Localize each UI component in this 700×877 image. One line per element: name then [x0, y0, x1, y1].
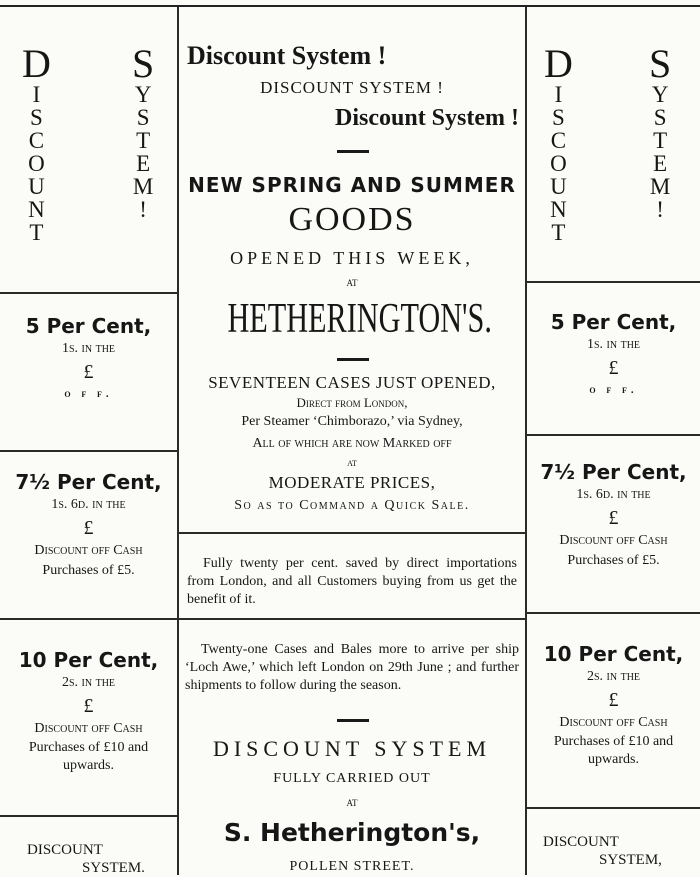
left-divider-1	[0, 292, 177, 294]
right-footer-discount: DISCOUNT	[543, 834, 619, 850]
vertical-letter: T	[653, 128, 668, 153]
left-block-7-half-percent	[0, 469, 177, 581]
right-divider-3	[527, 612, 700, 614]
vertical-letter: C	[28, 128, 45, 153]
left-vertical-system	[132, 41, 155, 222]
block-line: 1s. 6d. in the	[51, 497, 126, 512]
block-heading: 5 Per Cent,	[550, 310, 677, 334]
right-footer-system: SYSTEM,	[599, 852, 662, 868]
left-footer-system: SYSTEM.	[82, 860, 145, 876]
vertical-letter: S	[136, 105, 150, 130]
block-line: Purchases of £10 and	[553, 734, 674, 749]
block-line: 2s. in the	[61, 675, 116, 690]
vertical-letter: S	[132, 41, 155, 86]
left-divider-2	[0, 450, 177, 452]
left-divider-3	[0, 618, 177, 620]
vertical-letter: U	[28, 174, 45, 199]
goods-heading: GOODS	[288, 201, 416, 238]
vertical-letter: S	[649, 41, 672, 86]
more-to-arrive-paragraph: Twenty-one Cases and Bales more to arrive per ship ‘Loch Awe,’ which left London on 29th June ; and further shipments to follow during the season.	[185, 642, 519, 693]
left-divider-4	[0, 815, 177, 817]
at-line: AT	[346, 278, 358, 288]
quick-sale-line: So as to Command a Quick Sale.	[234, 498, 470, 513]
vertical-letter: T	[29, 220, 44, 245]
vertical-letter: T	[136, 128, 151, 153]
right-vertical-discount	[544, 41, 573, 245]
vertical-letter: I	[32, 82, 41, 107]
block-heading: 7½ Per Cent,	[15, 470, 162, 494]
new-spring-summer: NEW SPRING AND SUMMER	[188, 173, 516, 197]
block-line: 1s. in the	[586, 337, 641, 352]
vertical-letter: I	[554, 82, 563, 107]
vertical-letter: O	[550, 151, 567, 176]
center-divider-1	[179, 532, 525, 534]
discount-system-line: DISCOUNT SYSTEM	[212, 736, 492, 761]
cases-opened-line: SEVENTEEN CASES JUST OPENED,	[208, 373, 496, 392]
twenty-percent-paragraph: Fully twenty per cent. saved by direct importations from London, and all Customers buying from us get the benefit of it.	[187, 556, 517, 607]
pollen-street: POLLEN STREET.	[289, 859, 415, 874]
steamer-line: Per Steamer ‘Chimborazo,’ via Sydney,	[241, 414, 463, 429]
right-block-7-half-percent	[527, 459, 700, 571]
right-block-5-percent	[527, 309, 700, 399]
vertical-letter: Y	[134, 82, 152, 107]
vertical-letter: S	[552, 105, 565, 130]
right-vertical-system	[649, 41, 672, 222]
marked-off-line: All of which are now Marked off	[252, 436, 452, 451]
vertical-letter: U	[550, 174, 567, 199]
left-block-10-percent	[0, 647, 177, 775]
block-heading: 5 Per Cent,	[25, 314, 152, 338]
pound-symbol: £	[83, 695, 94, 717]
block-line: Purchases of £5.	[42, 563, 135, 578]
block-heading: 10 Per Cent,	[543, 642, 684, 666]
vertical-letter: Y	[651, 82, 669, 107]
s-hetherington: S. Hetherington's,	[223, 818, 481, 847]
vertical-letter: D	[22, 41, 51, 86]
pound-symbol: £	[83, 361, 94, 383]
block-line: Discount off Cash	[34, 543, 143, 558]
block-line: Purchases of £5.	[567, 553, 660, 568]
pound-symbol: £	[608, 357, 619, 379]
vertical-letter: !	[656, 197, 664, 222]
hetherington-heading: HETHERINGTON'S.	[227, 296, 492, 342]
left-column	[0, 7, 177, 875]
vertical-letter: D	[544, 41, 573, 86]
left-footer-discount: DISCOUNT	[27, 842, 103, 858]
headline-discount-1: Discount System !	[187, 41, 387, 70]
right-divider-2	[527, 434, 700, 436]
block-line: Discount off Cash	[559, 715, 668, 730]
right-column	[527, 7, 700, 875]
pound-symbol: £	[608, 689, 619, 711]
vertical-letter: M	[649, 174, 671, 199]
block-heading: 7½ Per Cent,	[540, 460, 687, 484]
vertical-letter: T	[551, 220, 566, 245]
block-line: Purchases of £10 and	[28, 740, 149, 755]
vertical-letter: M	[132, 174, 154, 199]
block-line: 1s. 6d. in the	[576, 487, 651, 502]
left-block-5-percent	[0, 313, 177, 403]
headline-discount-2: DISCOUNT SYSTEM !	[260, 78, 444, 97]
moderate-prices: MODERATE PRICES,	[268, 473, 436, 492]
pound-symbol: £	[608, 507, 619, 529]
short-rule	[337, 150, 369, 153]
block-line: upwards.	[588, 752, 639, 767]
short-rule	[337, 719, 369, 722]
pound-symbol: £	[83, 517, 94, 539]
center-column	[179, 7, 525, 875]
vertical-letter: S	[653, 105, 667, 130]
block-line: o f f.	[64, 388, 113, 400]
vertical-letter: E	[653, 151, 668, 176]
vertical-letter: O	[28, 151, 45, 176]
vertical-letter: C	[550, 128, 567, 153]
vertical-letter: N	[28, 197, 45, 222]
vertical-letter: E	[136, 151, 151, 176]
right-block-10-percent	[527, 641, 700, 769]
block-heading: 10 Per Cent,	[18, 648, 159, 672]
left-vertical-discount	[22, 41, 51, 245]
fully-carried-out: FULLY CARRIED OUT	[273, 771, 431, 786]
block-line: 2s. in the	[586, 669, 641, 684]
vertical-letter: S	[30, 105, 43, 130]
vertical-letter: !	[139, 197, 147, 222]
block-line: Discount off Cash	[34, 721, 143, 736]
block-line: o f f.	[589, 384, 638, 396]
block-line: 1s. in the	[61, 341, 116, 356]
at-line: at	[347, 457, 357, 469]
block-line: upwards.	[63, 758, 114, 773]
seventeen-cases-block	[183, 372, 521, 517]
right-divider-1	[527, 281, 700, 283]
block-line: Discount off Cash	[559, 533, 668, 548]
direct-from-london: Direct from London,	[296, 395, 408, 410]
short-rule	[337, 358, 369, 361]
right-divider-4	[527, 807, 700, 809]
center-divider-2	[179, 618, 525, 620]
opened-this-week: OPENED THIS WEEK,	[230, 248, 474, 268]
headline-discount-3: Discount System !	[335, 105, 519, 131]
at-line: AT	[346, 798, 358, 808]
vertical-letter: N	[550, 197, 567, 222]
